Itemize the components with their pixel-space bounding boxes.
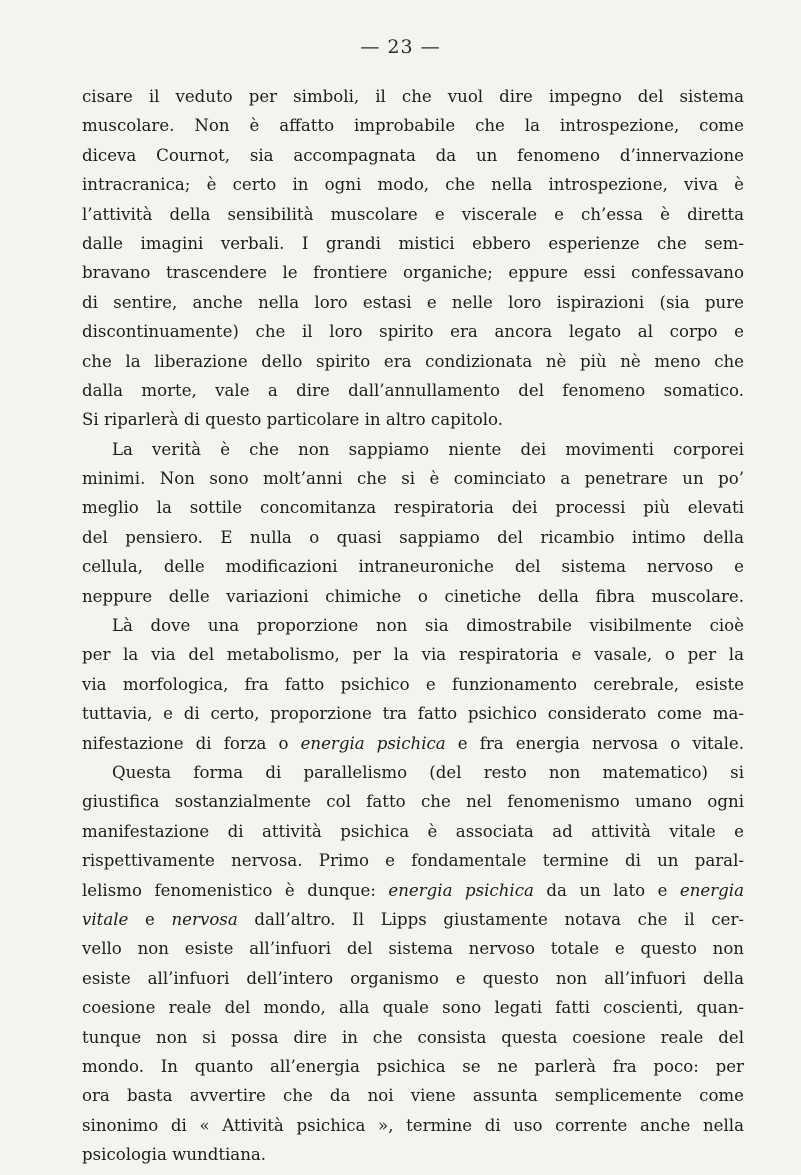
text-line: tunque non si possa dire in che consista questa coesione reale del (82, 1027, 744, 1047)
text-line: Questa forma di parallelismo (del resto non matematico) si (112, 762, 744, 782)
text-line: vello non esiste all’infuori del sistema nervoso totale e questo non (82, 939, 744, 959)
text-line: La verità è che non sappiamo niente dei movimenti corporei (112, 439, 744, 459)
page-number: — 23 — (360, 36, 441, 58)
body-text (82, 82, 744, 1169)
text-line: diceva Cournot, sia accompagnata da un fenomeno d’innervazione (82, 145, 744, 165)
text-line-with-italics (82, 729, 744, 758)
text-line: Si riparlerà di questo particolare in altro capitolo. (82, 410, 503, 430)
text-line: via morfologica, fra fatto psichico e funzionamento cerebrale, esiste (82, 674, 744, 694)
italic-line-text: nifestazione di forza o energia psichica e fra energia nervosa o vitale. (82, 733, 744, 753)
text-line: discontinuamente) che il loro spirito era ancora legato al corpo e (82, 322, 744, 342)
text-line: del pensiero. E nulla o quasi sappiamo del ricambio intimo della (82, 527, 744, 547)
text-line: tuttavia, e di certo, proporzione tra fatto psichico considerato come ma- (82, 704, 744, 724)
text-line: psicologia wundtiana. (82, 1145, 267, 1165)
text-line: rispettivamente nervosa. Primo e fondamentale termine di un paral- (82, 851, 744, 871)
text-line: neppure delle variazioni chimiche o cinetiche della fibra muscolare. (82, 586, 744, 606)
text-line: dalle imagini verbali. I grandi mistici ebbero esperienze che sem- (82, 233, 744, 253)
text-line: cellula, delle modificazioni intraneuroniche del sistema nervoso e (82, 557, 744, 577)
text-line: lelismo fenomenistico è dunque: energia psichica da un lato e energia (82, 880, 744, 900)
text-line: manifestazione di attività psichica è associata ad attività vitale e (82, 821, 744, 841)
text-line: giustifica sostanzialmente col fatto che nel fenomenismo umano ogni (82, 792, 744, 812)
text-line: dalla morte, vale a dire dall’annullamento del fenomeno somatico. (82, 380, 744, 400)
text-line: ora basta avvertire che da noi viene assunta semplicemente come (82, 1086, 744, 1106)
text-line: minimi. Non sono molt’anni che si è cominciato a penetrare un po’ (82, 469, 744, 489)
text-line: muscolare. Non è affatto improbabile che la introspezione, come (82, 116, 744, 136)
text-line: mondo. In quanto all’energia psichica se ne parlerà fra poco: per (82, 1056, 744, 1076)
text-line: sinonimo di « Attività psichica », termine di uso corrente anche nella (82, 1115, 744, 1135)
text-line: coesione reale del mondo, alla quale sono legati fatti coscienti, quan- (82, 998, 744, 1018)
text-line: cisare il veduto per simboli, il che vuol dire impegno del sistema (82, 87, 744, 106)
text-line: l’attività della sensibilità muscolare e viscerale e ch’essa è diretta (82, 204, 744, 224)
text-line: di sentire, anche nella loro estasi e nelle loro ispirazioni (sia pure (82, 292, 744, 312)
text-line: che la liberazione dello spirito era condizionata nè più nè meno che (82, 351, 744, 371)
text-line: Là dove una proporzione non sia dimostrabile visibilmente cioè (112, 616, 744, 636)
text-line: intracranica; è certo in ogni modo, che nella introspezione, viva è (82, 175, 744, 195)
text-line: vitale e nervosa dall’altro. Il Lipps giustamente notava che il cer- (82, 909, 744, 929)
text-line: meglio la sottile concomitanza respiratoria dei processi più elevati (82, 498, 744, 518)
text-line: bravano trascendere le frontiere organiche; eppure essi confessavano (82, 263, 744, 283)
text-line: esiste all’infuori dell’intero organismo e questo non all’infuori della (82, 968, 744, 988)
text-line: per la via del metabolismo, per la via respiratoria e vasale, o per la (82, 645, 744, 665)
